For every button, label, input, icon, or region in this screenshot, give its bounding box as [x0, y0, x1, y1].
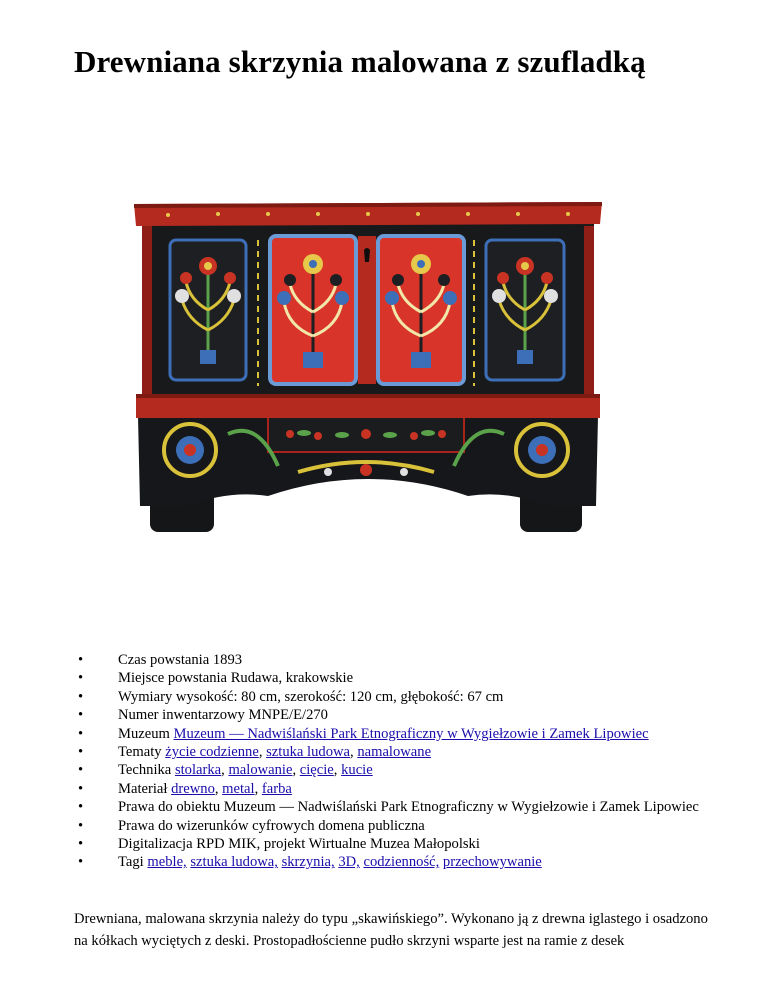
tag-link[interactable]: stolarka [174, 762, 222, 779]
list-item: • Wymiary wysokość: 80 cm, szerokość: 120 cm, głębokość: 67 cm [74, 688, 714, 706]
tag-link[interactable]: 3D, [338, 854, 360, 871]
list-item: • Numer inwentarzowy MNPE/E/270 [74, 706, 714, 724]
tag-link[interactable]: przechowywanie [442, 854, 542, 871]
list-item: • Czas powstania 1893 [74, 651, 714, 669]
tag-link[interactable]: namalowane [357, 744, 432, 761]
metadata-list [74, 651, 714, 872]
list-item: • Materiał drewno, metal, farba [74, 780, 714, 798]
chest-photo [128, 190, 608, 550]
list-item: • Digitalizacja RPD MIK, projekt Wirtualne Muzea Małopolski [74, 835, 714, 853]
list-item: • Miejsce powstania Rudawa, krakowskie [74, 669, 714, 687]
tag-link[interactable]: sztuka ludowa [266, 744, 351, 761]
description-paragraph: Drewniana, malowana skrzynia należy do typu „skawińskiego”. Wykonano ją z drewna iglastego i osadzono na kółkach wyciętych z deski. Prostopadłościenne pudło skrzyni wsparte jest na ramie z desek [74, 911, 708, 949]
tag-link[interactable]: kucie [341, 762, 373, 779]
tag-link[interactable]: farba [261, 780, 292, 797]
tag-link[interactable]: meble, [147, 854, 187, 871]
list-item: • Technika stolarka, malowanie, cięcie, kucie [74, 761, 714, 779]
list-item: • Prawa do obiektu Muzeum — Nadwiślański Park Etnograficzny w Wygiełzowie i Zamek Lipowiec [74, 798, 714, 816]
tag-link[interactable]: metal [222, 780, 255, 797]
museum-link[interactable]: Muzeum — Nadwiślański Park Etnograficzny w Wygiełzowie i Zamek Lipowiec [173, 725, 649, 742]
list-item: • Tagi meble, sztuka ludowa, skrzynia, 3D, codzienność, przechowywanie [74, 853, 714, 871]
tag-link[interactable]: cięcie [299, 762, 334, 779]
tag-link[interactable]: codzienność, [363, 854, 440, 871]
list-item: • Tematy życie codzienne, sztuka ludowa, namalowane [74, 743, 714, 761]
tag-link[interactable]: sztuka ludowa, [190, 854, 278, 871]
list-item: • Prawa do wizerunków cyfrowych domena publiczna [74, 817, 714, 835]
list-item: • Muzeum Muzeum — Nadwiślański Park Etnograficzny w Wygiełzowie i Zamek Lipowiec [74, 725, 714, 743]
tag-link[interactable]: malowanie [228, 762, 293, 779]
tag-link[interactable]: drewno [171, 780, 215, 797]
tag-link[interactable]: życie codzienne [165, 744, 259, 761]
page-title: Drewniana skrzynia malowana z szufladką [74, 44, 646, 79]
tag-link[interactable]: skrzynia, [281, 854, 335, 871]
